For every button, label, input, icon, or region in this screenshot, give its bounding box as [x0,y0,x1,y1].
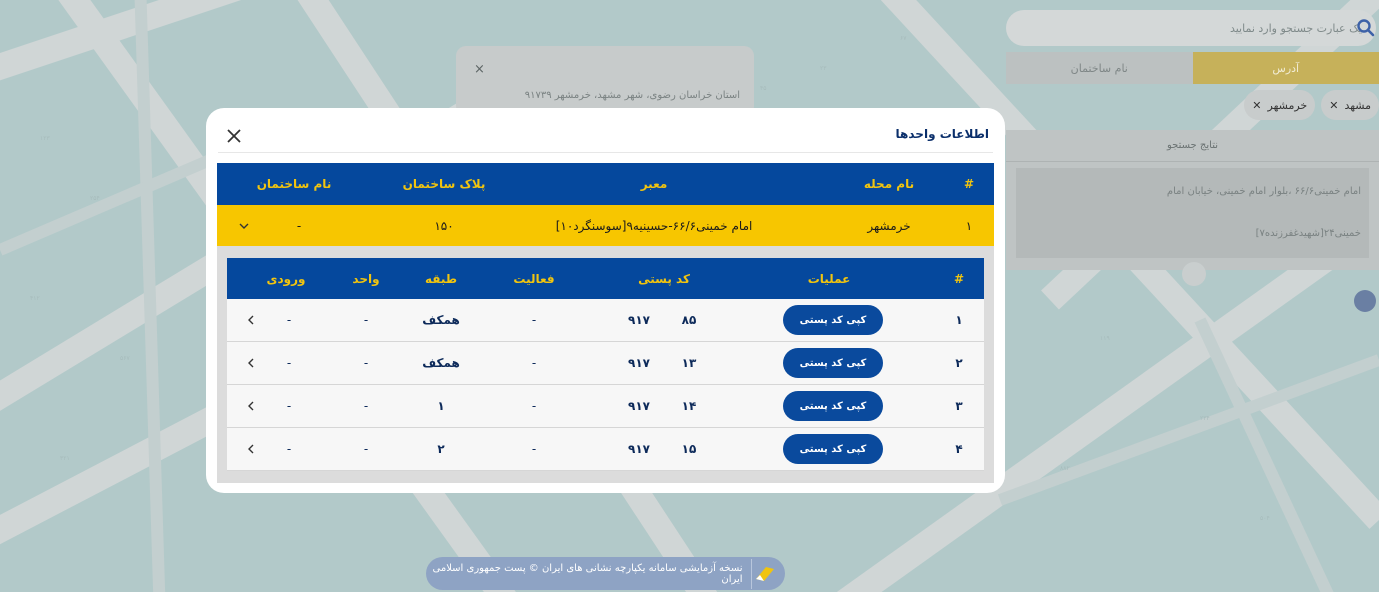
chevron-left-icon[interactable] [241,428,261,470]
postal-code-part: ۹۱۷ [628,399,650,413]
col-floor: طبقه [424,271,458,286]
entrance-value: - [286,442,292,456]
copy-postal-code-button[interactable] [783,428,883,470]
activity-value: - [531,313,537,327]
col-entrance: ورودی [266,271,306,286]
results-chevron-down-icon[interactable] [1182,262,1206,286]
entrance-value: - [286,356,292,370]
table-row [227,342,984,385]
col-passage: معبر [640,177,668,191]
unit-value: - [363,399,369,413]
col-plaque: پلاک ساختمان [402,177,486,191]
svg-text:۱۱۹: ۱۱۹ [1100,335,1110,342]
row-neighborhood: خرمشهر [867,218,911,233]
chevron-left-icon[interactable] [241,299,261,341]
activity-value: - [531,399,537,413]
svg-text:۴۱۲: ۴۱۲ [30,295,40,302]
svg-text:۳۲۱: ۳۲۱ [60,455,70,462]
svg-text:۵۶۷: ۵۶۷ [120,355,130,362]
row-index: ۲ [955,356,963,370]
floor-value: همکف [422,313,460,327]
divider [218,152,993,153]
svg-text:۶۷: ۶۷ [900,35,907,42]
copy-button-label[interactable]: کپی کد پستی [783,391,883,421]
units-table-header [227,258,984,299]
tab-address[interactable]: آدرس [1193,52,1379,84]
popup-close-icon[interactable]: × [474,62,485,77]
postal-code-part: ۱۳ [681,356,697,370]
chip-close-icon[interactable]: ✕ [1329,98,1339,112]
tab-building-name[interactable]: نام ساختمان [1006,52,1193,84]
footer-text: نسخه آزمایشی سامانه یکپارچه نشانی های ایران © پست جمهوری اسلامی ایران [432,562,743,585]
copy-postal-code-button[interactable] [783,299,883,341]
floor-value: ۱ [437,399,445,413]
building-table-header [217,163,994,205]
unit-value: - [363,442,369,456]
col-operations: عملیات [807,271,851,286]
postal-code-part: ۱۵ [681,442,697,456]
search-results-panel [1006,130,1379,270]
result-item[interactable] [1016,168,1369,258]
building-table-row[interactable] [217,205,994,246]
row-building-name: - [296,218,302,233]
chip-close-icon[interactable]: ✕ [1252,98,1262,112]
copy-button-label[interactable]: کپی کد پستی [783,434,883,464]
entrance-value: - [286,313,292,327]
svg-text:۵۰۴: ۵۰۴ [1260,515,1270,522]
map-control-icon[interactable] [1354,290,1376,312]
svg-text:۴۵: ۴۵ [760,85,767,92]
filter-chip-label: خرمشهر [1267,98,1308,112]
chevron-left-icon[interactable] [241,385,261,427]
modal-title: اطلاعات واحدها [895,127,989,141]
svg-text:۸۸۲: ۸۸۲ [1060,465,1070,472]
footer-banner [426,557,785,590]
unit-value: - [363,356,369,370]
table-row [227,428,984,471]
result-line: خمینی۲۴[شهیدغفرزنده۷] [1255,228,1361,239]
postal-code-part: ۱۴ [681,399,697,413]
col-index: # [953,271,965,286]
row-passage: امام خمینی۶۶/۶-حسینیه۹[سوسنگرد۱۰] [555,218,753,233]
row-plaque: ۱۵۰ [434,218,454,233]
map-search-tabs [1006,52,1379,84]
row-index: ۴ [955,442,963,456]
copy-button-label[interactable]: کپی کد پستی [783,348,883,378]
units-info-modal [206,108,1005,493]
filter-chip[interactable] [1321,90,1379,120]
postal-code-part: ۸۵ [681,313,697,327]
col-index: # [963,177,975,191]
filter-chip[interactable] [1244,90,1315,120]
col-neighborhood: نام محله [863,177,915,191]
svg-text:۱۲۳: ۱۲۳ [40,135,50,142]
postal-code-part: ۹۱۷ [628,442,650,456]
copy-postal-code-button[interactable] [783,342,883,384]
copy-postal-code-button[interactable] [783,385,883,427]
chevron-left-icon[interactable] [241,342,261,384]
map-popup [456,46,754,116]
postal-code-part: ۹۱۷ [628,356,650,370]
activity-value: - [531,442,537,456]
row-index: ۱ [965,218,973,233]
row-index: ۱ [955,313,963,327]
result-line: امام خمینی۶۶/۶ ،بلوار امام خمینی، خیابان امام [1166,186,1361,197]
post-logo-icon [751,559,779,589]
filter-chips [1230,90,1379,120]
activity-value: - [531,356,537,370]
results-header: نتایج جستجو [1006,130,1379,162]
col-activity: فعالیت [513,271,555,286]
col-building-name: نام ساختمان [256,177,332,191]
close-icon[interactable] [224,126,244,146]
floor-value: ۲ [437,442,445,456]
table-row [227,299,984,342]
unit-value: - [363,313,369,327]
col-postal-code: کد پستی [638,271,690,286]
svg-text:۲۳: ۲۳ [820,65,827,72]
row-index: ۳ [955,399,963,413]
map-search-box[interactable] [1006,10,1376,46]
chevron-down-icon[interactable] [234,205,254,246]
units-table-container [217,246,994,483]
map-search-placeholder: یک عبارت جستجو وارد نمایید [1229,21,1362,35]
table-row [227,385,984,428]
floor-value: همکف [422,356,460,370]
popup-text: استان خراسان رضوی، شهر مشهد، خرمشهر ۹۱۷۳۹ [524,90,740,101]
col-unit: واحد [352,271,380,286]
copy-button-label[interactable]: کپی کد پستی [783,305,883,335]
entrance-value: - [286,399,292,413]
filter-chip-label: مشهد [1344,98,1371,112]
svg-text:۲۵۴: ۲۵۴ [90,195,100,202]
search-icon[interactable] [1356,18,1376,38]
svg-text:۲۳۴: ۲۳۴ [1200,415,1210,422]
postal-code-part: ۹۱۷ [628,313,650,327]
